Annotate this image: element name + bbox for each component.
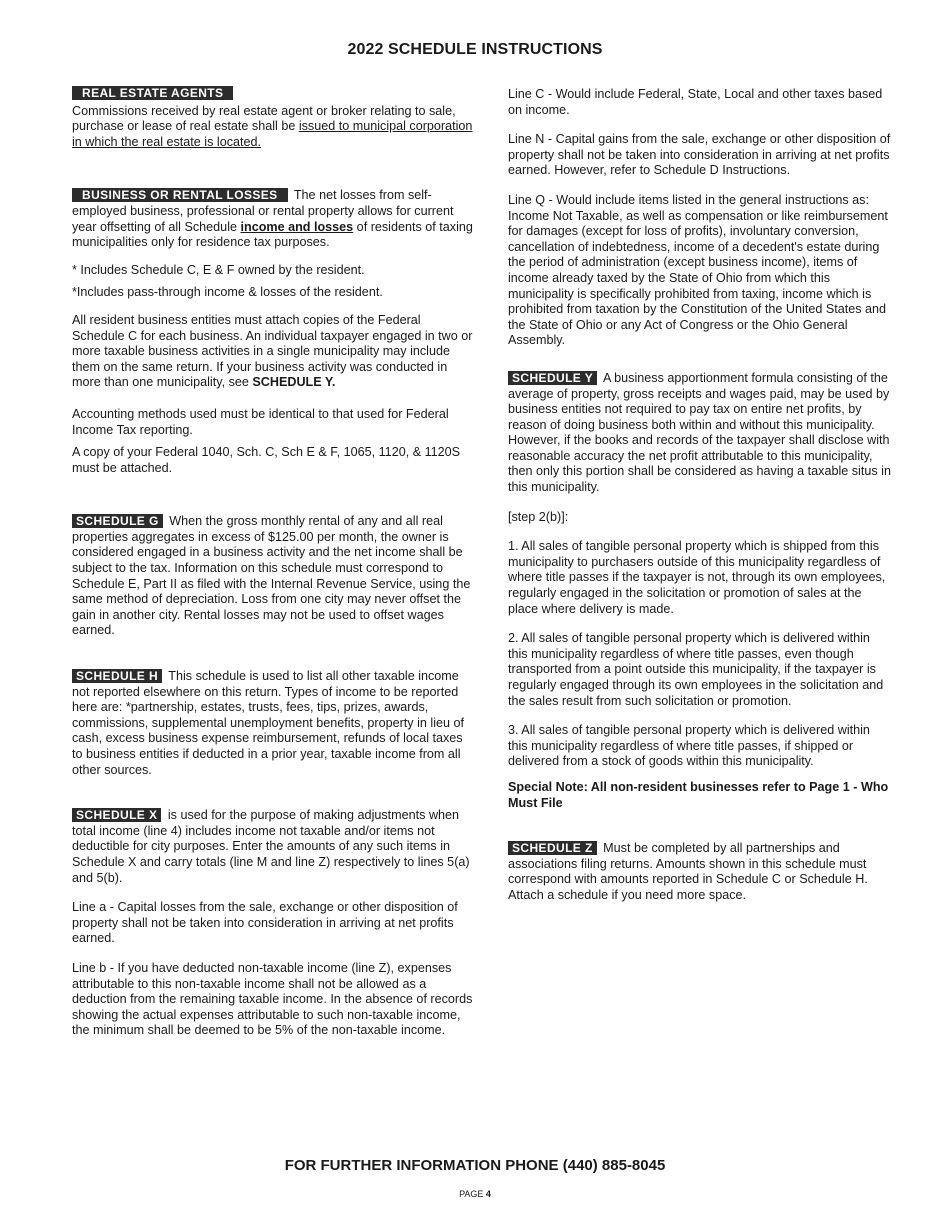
business-losses-paragraph: BUSINESS OR RENTAL LOSSES The net losses from self-employed business, professional or rental property allows for current year offsetting of all Schedule income and losses of residents of taxing municipalities only for residence tax purposes. bbox=[72, 188, 473, 250]
schedule-y-item-2: 2. All sales of tangible personal property which is delivered within this municipality regardless of where title passes, even though transported from a point outside this municipality, if the taxpayer is regularly engaged through its own employees in the solicitation and the sales result from such solicitation or promotion. bbox=[508, 631, 884, 708]
special-note: Special Note: All non-resident businesses refer to Page 1 - Who Must File bbox=[508, 779, 889, 810]
real-estate-section bbox=[72, 86, 474, 102]
accounting-methods: Accounting methods used must be identical to that used for Federal Income Tax reporting. bbox=[72, 406, 449, 437]
line-q: Line Q - Would include items listed in the general instructions as: Income Not Taxable, as well as compensation or like reimbursement for damages (except for loss of profits), involuntary conversion, cancellation of indebtedness, income of a decedent's estate during the period of administration (except business income), items of income already taxed by the State of Ohio from which this municipality is specifically prohibited from taxing, income which is prohibited from taxation by the Constitution of the United States and the State of Ohio or any Act of Congress or the Ohio General Assembly. bbox=[508, 192, 888, 348]
business-losses-badge: BUSINESS OR RENTAL LOSSES bbox=[72, 188, 288, 202]
schedule-z-paragraph: SCHEDULE Z Must be completed by all partnerships and associations filing returns. Amounts shown in this schedule must correspond with amounts reported in Schedule C or Schedule H. Attach a schedule if you need more space. bbox=[508, 841, 868, 902]
schedule-h-badge: SCHEDULE H bbox=[72, 669, 162, 683]
line-c: Line C - Would include Federal, State, Local and other taxes based on income. bbox=[508, 87, 883, 117]
schedule-y-item-1: 1. All sales of tangible personal property which is shipped from this municipality to purchasers outside of this municipality regardless of where title passes if the taxpayer is not, through its own employees, regularly engaged in the solicitation or promotion of sales at the place where delivery is made. bbox=[508, 539, 886, 616]
schedule-y-item-3: 3. All sales of tangible personal property which is delivered within this municipality regardless of where title passes, if shipped or delivered from a stock of goods within this municipality. bbox=[508, 723, 870, 769]
real-estate-text: Commissions received by real estate agent or broker relating to sale, purchase or lease of real estate shall be issued to municipal corporation in which the real estate is located. bbox=[72, 103, 473, 149]
business-attach-text: All resident business entities must attach copies of the Federal Schedule C for each business. An individual taxpayer engaged in two or more taxable business activities in a single municipality may include them on the same return. If your business activity was conducted in more than one municipality, see SCHEDULE Y. bbox=[72, 312, 473, 390]
page-number: PAGE 4 bbox=[459, 1189, 491, 1199]
left-column bbox=[72, 86, 474, 1039]
schedule-y-paragraph: SCHEDULE Y A business apportionment formula consisting of the average of property, gross receipts and wages paid, may be used by business entities not required to pay tax on entire net profits, by reason of doing business both within and without this municipality. However, if the books and records of the taxpayer shall disclose with reasonable accuracy the net profit attributable to this municipality, then only this portion shall be considered as having a taxable situs in this municipality. bbox=[508, 370, 891, 495]
page-title: 2022 SCHEDULE INSTRUCTIONS bbox=[347, 41, 603, 58]
schedule-h-paragraph: SCHEDULE H This schedule is used to list all other taxable income not reported elsewhere on this return. Types of income to be reported here are: *partnership, estates, trusts, fees, tips, prizes, awards, commissions, supplemental unemployment benefits, property in lieu of cash, excess business expense reimbursement, refunds of local taxes to business entities if deducted in a prior year, taxable income from all other sources. bbox=[72, 669, 464, 777]
copy-attach-note: A copy of your Federal 1040, Sch. C, Sch E & F, 1065, 1120, & 1120S must be attached. bbox=[72, 445, 461, 475]
business-note-1: * Includes Schedule C, E & F owned by the resident. bbox=[72, 262, 365, 277]
schedule-y-badge: SCHEDULE Y bbox=[508, 371, 597, 385]
schedule-y-step: [step 2(b)]: bbox=[508, 509, 569, 524]
line-n: Line N - Capital gains from the sale, exchange or other disposition of property shall not be taken into consideration in arriving at net profits earned. However, refer to Schedule D Instructions. bbox=[508, 132, 891, 178]
schedule-x-paragraph: SCHEDULE X is used for the purpose of making adjustments when total income (line 4) includes income not taxable and/or items not deductible for city purposes. Enter the amounts of any such items in Schedule X and carry totals (line M and line Z) respectively to lines 5(a) and 5(b). bbox=[72, 808, 470, 885]
schedule-z-badge: SCHEDULE Z bbox=[508, 841, 597, 855]
right-column bbox=[508, 87, 892, 904]
schedule-g-paragraph: SCHEDULE G When the gross monthly rental of any and all real properties aggregates in excess of $125.00 per month, the owner is considered engaged in a business activity and the net income shall be subject to the tax. Information on this schedule must correspond to Schedule E, Part II as filed with the Internal Revenue Service, using the same method of depreciation. Loss from one city may never offset the gain in another city. Rental losses may not be used to offset wages earned. bbox=[72, 514, 471, 638]
schedule-x-line-a: Line a - Capital losses from the sale, exchange or other disposition of property shall not be taken into consideration in arriving at net profits earned. bbox=[72, 900, 458, 946]
schedule-g-badge: SCHEDULE G bbox=[72, 514, 163, 528]
schedule-x-line-b: Line b - If you have deducted non-taxable income (line Z), expenses attributable to this non-taxable income shall not be allowed as a deduction from the remaining taxable income. In the absence of records showing the actual expenses attributable to such non-taxable income, the minimum shall be deemed to be 5% of the non-taxable income. bbox=[72, 960, 473, 1038]
footer-phone: FOR FURTHER INFORMATION PHONE (440) 885-8045 bbox=[284, 1157, 666, 1174]
business-note-2: *Includes pass-through income & losses of the resident. bbox=[72, 285, 383, 300]
schedule-x-badge: SCHEDULE X bbox=[72, 808, 161, 822]
real-estate-badge: REAL ESTATE AGENTS bbox=[72, 86, 233, 100]
